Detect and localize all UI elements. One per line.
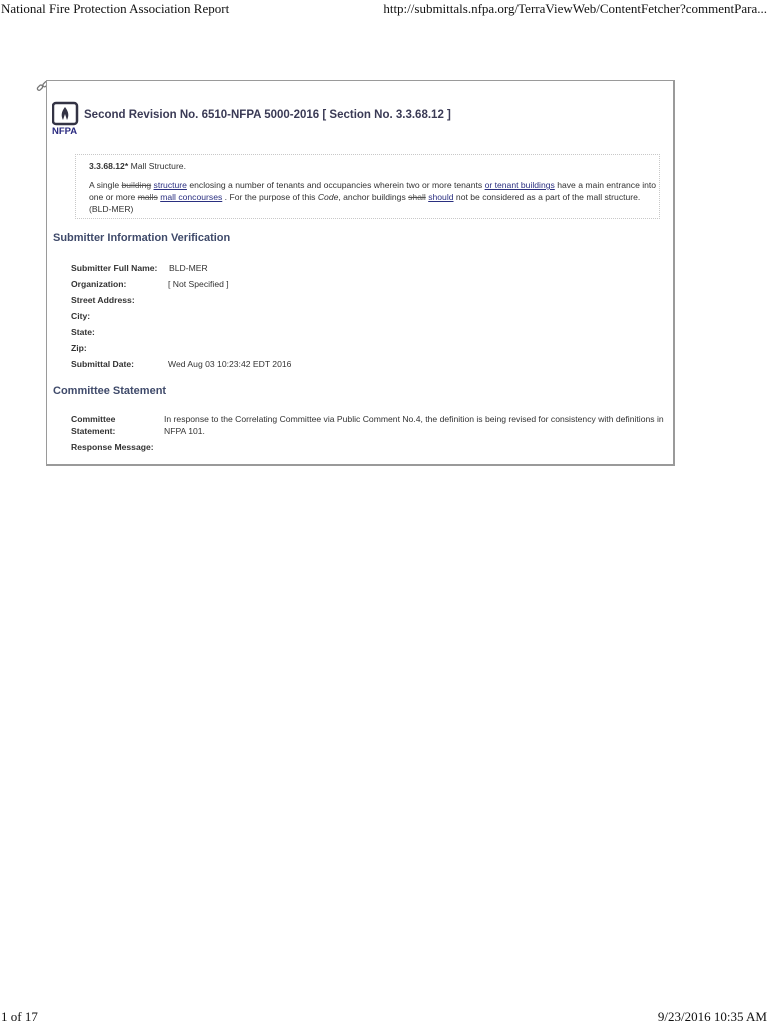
deleted-text: malls [137,192,158,202]
inserted-text: mall concourses [160,192,223,202]
print-datetime: 9/23/2016 10:35 AM [657,1009,767,1024]
print-header [1,1,767,17]
submitter-heading: Submitter Information Verification [53,232,231,244]
section-title: Mall Structure. [130,161,186,171]
inserted-text: should [428,192,454,202]
revision-paragraph: A single building structure enclosing a number of tenants and occupancies wherein two or more tenants or tenant buildings have a main entrance into one or more malls mall concourses . For the purpose of this Code, anchor buildings shall should not be considered as a part of the mall structure. (BLD-MER) [89,180,657,214]
print-header-title: National Fire Protection Association Report [1,1,230,16]
section-number: 3.3.68.12* [89,161,129,171]
revision-text-box [75,154,660,219]
zip-row: Zip: [71,343,87,353]
city-row: City: [71,311,91,321]
inserted-text: or tenant buildings [484,180,555,190]
page-title: Second Revision No. 6510-NFPA 5000-2016 [ Section No. 3.3.68.12 ] [84,109,451,121]
nfpa-logo-icon [52,101,80,135]
state-row: State: [71,327,95,337]
committee-statement-text: In response to the Correlating Committee via Public Comment No.4, the definition is being revised for consistency with definitions in NFPA 101. [164,414,664,436]
street-address-row: Street Address: [71,295,135,305]
deleted-text: building [121,180,152,190]
response-message-row: Response Message: [71,442,154,452]
organization-row: Organization: [ Not Specified ] [71,279,229,289]
page-count: 1 of 17 [1,1009,38,1024]
print-footer [1,1009,767,1025]
title-row [52,101,451,135]
submitter-name-row: Submitter Full Name: BLD-MER [71,263,208,273]
nfpa-logo-text: NFPA [52,126,78,135]
print-header-url: http://submittals.nfpa.org/TerraViewWeb/ContentFetcher?commentPara... [383,1,767,16]
committee-heading: Committee Statement [53,385,167,397]
committee-statement-label: Committee Statement: [71,414,116,436]
section-line [89,160,659,172]
second-revision-panel [46,80,675,466]
deleted-text: shall [408,192,426,202]
inserted-text: structure [153,180,187,190]
submittal-date-row: Submittal Date: Wed Aug 03 10:23:42 EDT 2016 [71,359,292,369]
